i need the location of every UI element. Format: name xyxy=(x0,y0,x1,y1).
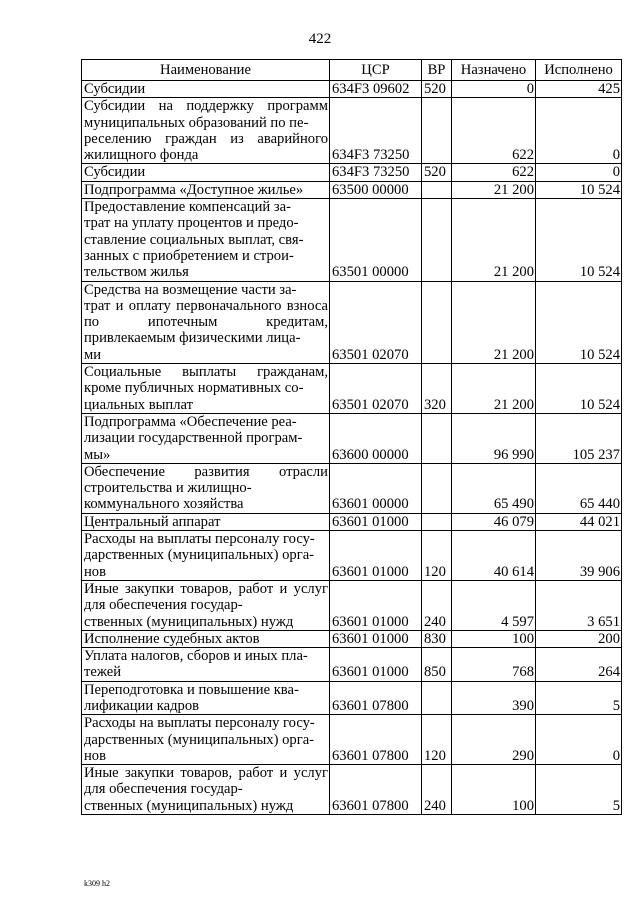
row-assigned-cell: 21 200 xyxy=(452,181,536,198)
row-csr-cell: 634F3 73250 xyxy=(330,164,422,181)
row-csr-cell: 634F3 73250 xyxy=(330,98,422,164)
row-assigned-cell: 4 597 xyxy=(452,580,536,630)
row-assigned-cell: 290 xyxy=(452,715,536,765)
row-csr-cell: 63601 07800 xyxy=(330,715,422,765)
row-assigned-cell: 390 xyxy=(452,681,536,715)
row-name-cell: Субсидии на поддержку программ муниципальных образований по пе- реселению граждан из аварийного жилищного фонда xyxy=(82,98,330,164)
row-vr-cell xyxy=(422,681,452,715)
row-executed-cell: 5 xyxy=(536,681,622,715)
table-row xyxy=(82,181,622,198)
table-row xyxy=(82,413,622,463)
row-name-cell: Переподготовка и повышение ква- лификации кадров xyxy=(82,681,330,715)
row-vr-cell: 520 xyxy=(422,164,452,181)
row-assigned-cell: 0 xyxy=(452,81,536,98)
row-name-cell: Социальные выплаты гражданам, кроме публичных нормативных со- циальных выплат xyxy=(82,364,330,414)
row-vr-cell: 120 xyxy=(422,715,452,765)
table-row xyxy=(82,531,622,581)
row-name-cell: Иные закупки товаров, работ и услуг для обеспечения государ- ственных (муниципальных) нужд xyxy=(82,765,330,815)
table-row xyxy=(82,463,622,513)
row-vr-cell xyxy=(422,281,452,363)
row-vr-cell: 830 xyxy=(422,630,452,647)
row-csr-cell: 63601 01000 xyxy=(330,531,422,581)
row-executed-cell: 0 xyxy=(536,98,622,164)
row-assigned-cell: 96 990 xyxy=(452,413,536,463)
row-name-cell: Центральный аппарат xyxy=(82,513,330,530)
row-csr-cell: 63500 00000 xyxy=(330,181,422,198)
row-csr-cell: 63600 00000 xyxy=(330,413,422,463)
row-csr-cell: 63601 07800 xyxy=(330,765,422,815)
row-vr-cell xyxy=(422,513,452,530)
row-executed-cell: 44 021 xyxy=(536,513,622,530)
row-name-cell: Предоставление компенсаций за- трат на уплату процентов и предо- ставление социальных выплат, свя- занных с приобретением и строи- тельством жилья xyxy=(82,199,330,281)
row-vr-cell xyxy=(422,98,452,164)
row-assigned-cell: 40 614 xyxy=(452,531,536,581)
row-assigned-cell: 100 xyxy=(452,765,536,815)
table-row xyxy=(82,715,622,765)
row-executed-cell: 65 440 xyxy=(536,463,622,513)
row-executed-cell: 10 524 xyxy=(536,199,622,281)
row-executed-cell: 10 524 xyxy=(536,181,622,198)
page-number: 422 xyxy=(308,31,332,47)
row-name-cell: Обеспечение развития отрасли строительства и жилищно- коммунального хозяйства xyxy=(82,463,330,513)
row-csr-cell: 63601 00000 xyxy=(330,463,422,513)
table-row xyxy=(82,630,622,647)
header-executed: Исполнено xyxy=(536,60,622,81)
header-vr: ВР xyxy=(422,60,452,81)
row-assigned-cell: 65 490 xyxy=(452,463,536,513)
table-row xyxy=(82,513,622,530)
row-vr-cell xyxy=(422,199,452,281)
row-csr-cell: 63501 02070 xyxy=(330,364,422,414)
row-vr-cell: 520 xyxy=(422,81,452,98)
row-executed-cell: 3 651 xyxy=(536,580,622,630)
row-name-cell: Подпрограмма «Доступное жилье» xyxy=(82,181,330,198)
row-executed-cell: 425 xyxy=(536,81,622,98)
table-row xyxy=(82,648,622,682)
footer-code: k309 h2 xyxy=(84,879,110,888)
row-name-cell: Подпрограмма «Обеспечение реа- лизации государственной програм- мы» xyxy=(82,413,330,463)
row-assigned-cell: 622 xyxy=(452,98,536,164)
row-csr-cell: 63601 07800 xyxy=(330,681,422,715)
row-name-cell: Расходы на выплаты персоналу госу- дарственных (муниципальных) орга- нов xyxy=(82,531,330,581)
row-csr-cell: 634F3 09602 xyxy=(330,81,422,98)
row-name-cell: Субсидии xyxy=(82,81,330,98)
table-row xyxy=(82,580,622,630)
row-csr-cell: 63501 00000 xyxy=(330,199,422,281)
row-vr-cell: 240 xyxy=(422,765,452,815)
row-name-cell: Уплата налогов, сборов и иных пла- тежей xyxy=(82,648,330,682)
row-csr-cell: 63601 01000 xyxy=(330,648,422,682)
row-executed-cell: 0 xyxy=(536,164,622,181)
row-name-cell: Средства на возмещение части за- трат и оплату первоначального взноса по ипотечным кредитам, привлекаемым физическими лица- ми xyxy=(82,281,330,363)
row-vr-cell: 120 xyxy=(422,531,452,581)
row-executed-cell: 5 xyxy=(536,765,622,815)
row-executed-cell: 105 237 xyxy=(536,413,622,463)
row-vr-cell xyxy=(422,413,452,463)
table-row xyxy=(82,281,622,363)
table-row xyxy=(82,681,622,715)
row-assigned-cell: 21 200 xyxy=(452,281,536,363)
header-csr: ЦСР xyxy=(330,60,422,81)
row-executed-cell: 10 524 xyxy=(536,281,622,363)
row-assigned-cell: 622 xyxy=(452,164,536,181)
table-header-row xyxy=(82,60,622,81)
row-csr-cell: 63601 01000 xyxy=(330,580,422,630)
row-assigned-cell: 21 200 xyxy=(452,199,536,281)
row-executed-cell: 10 524 xyxy=(536,364,622,414)
row-assigned-cell: 46 079 xyxy=(452,513,536,530)
table-row xyxy=(82,199,622,281)
row-csr-cell: 63501 02070 xyxy=(330,281,422,363)
row-executed-cell: 264 xyxy=(536,648,622,682)
table-row xyxy=(82,364,622,414)
table-row xyxy=(82,81,622,98)
row-assigned-cell: 100 xyxy=(452,630,536,647)
row-name-cell: Исполнение судебных актов xyxy=(82,630,330,647)
row-name-cell: Иные закупки товаров, работ и услуг для обеспечения государ- ственных (муниципальных) нужд xyxy=(82,580,330,630)
row-vr-cell xyxy=(422,463,452,513)
row-vr-cell xyxy=(422,181,452,198)
row-name-cell: Расходы на выплаты персоналу госу- дарственных (муниципальных) орга- нов xyxy=(82,715,330,765)
row-executed-cell: 200 xyxy=(536,630,622,647)
row-executed-cell: 39 906 xyxy=(536,531,622,581)
row-executed-cell: 0 xyxy=(536,715,622,765)
table-row xyxy=(82,98,622,164)
table-row xyxy=(82,765,622,815)
row-vr-cell: 320 xyxy=(422,364,452,414)
budget-table xyxy=(81,59,622,815)
row-vr-cell: 240 xyxy=(422,580,452,630)
table-row xyxy=(82,164,622,181)
header-assigned: Назначено xyxy=(452,60,536,81)
row-assigned-cell: 21 200 xyxy=(452,364,536,414)
header-name: Наименование xyxy=(82,60,330,81)
row-csr-cell: 63601 01000 xyxy=(330,513,422,530)
row-name-cell: Субсидии xyxy=(82,164,330,181)
row-csr-cell: 63601 01000 xyxy=(330,630,422,647)
row-assigned-cell: 768 xyxy=(452,648,536,682)
row-vr-cell: 850 xyxy=(422,648,452,682)
